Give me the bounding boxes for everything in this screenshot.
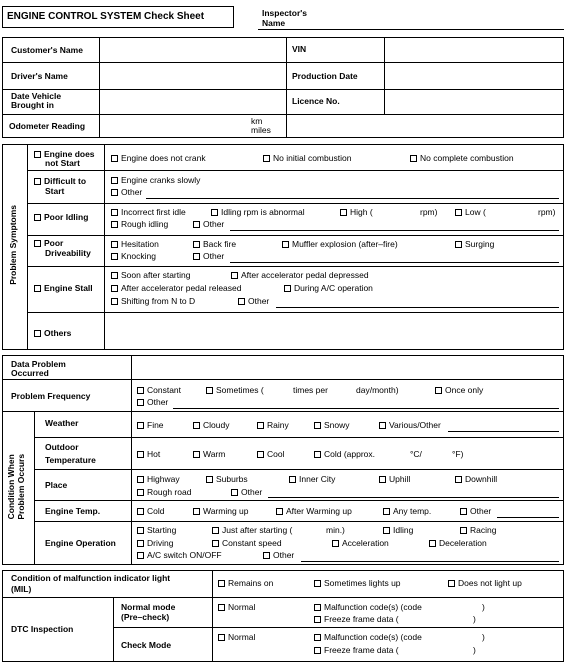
normal-mode-label: Normal mode (121, 602, 176, 612)
odometer-label: Odometer Reading (9, 121, 86, 131)
stall-other-line[interactable] (276, 307, 559, 308)
cold-approx-option[interactable]: Cold (approx. (314, 450, 375, 460)
muffler-explosion-option[interactable]: Muffler explosion (after–fire) (282, 240, 398, 250)
inspector-label-2: Name (262, 18, 286, 28)
engine-temp-label: Engine Temp. (45, 506, 101, 516)
various-other-option[interactable]: Various/Other (379, 421, 441, 431)
vin-label: VIN (292, 44, 307, 54)
downhill-option[interactable]: Downhill (455, 475, 497, 485)
frequency-other-option[interactable]: Other (137, 398, 168, 408)
constant-speed-option[interactable]: Constant speed (212, 539, 282, 549)
engine-temp-other-option[interactable]: Other (460, 507, 491, 517)
data-problem-label: Data Problem (11, 359, 66, 369)
starting-option[interactable]: Starting (137, 526, 176, 536)
incorrect-first-idle-option[interactable]: Incorrect first idle (111, 208, 186, 218)
problem-frequency-label: Problem Frequency (11, 391, 91, 401)
no-complete-combustion-option[interactable]: No complete combustion (410, 154, 514, 164)
rough-road-option[interactable]: Rough road (137, 488, 191, 498)
place-label: Place (45, 480, 68, 490)
rainy-option[interactable]: Rainy (257, 421, 289, 431)
fine-option[interactable]: Fine (137, 421, 164, 431)
customer-name-label: Customer's Name (11, 45, 83, 55)
licence-no-label: Licence No. (292, 96, 340, 106)
after-pedal-released-option[interactable]: After accelerator pedal released (111, 284, 242, 294)
engine-does-not-start[interactable]: Engine does (34, 150, 95, 160)
does-not-light-option[interactable]: Does not light up (448, 579, 522, 589)
cranks-slowly-option[interactable]: Engine cranks slowly (111, 176, 200, 186)
normal-mode-freeze-frame-option[interactable]: Freeze frame data ( (314, 615, 399, 625)
driving-option[interactable]: Driving (137, 539, 173, 549)
no-crank-option[interactable]: Engine does not crank (111, 154, 206, 164)
others-option[interactable]: Others (34, 329, 71, 339)
outdoor-temp-label: Outdoor (45, 442, 79, 452)
driveability-other-option[interactable]: Other (193, 252, 224, 262)
racing-option[interactable]: Racing (460, 526, 496, 536)
operation-other-line[interactable] (301, 561, 559, 562)
no-initial-combustion-option[interactable]: No initial combustion (263, 154, 351, 164)
driveability-other-line[interactable] (230, 262, 559, 263)
miles-unit: miles (251, 125, 271, 135)
idling-other-option[interactable]: Other (193, 220, 224, 230)
soon-after-starting-option[interactable]: Soon after starting (111, 271, 190, 281)
mil-label: Condition of malfunction indicator light (11, 573, 171, 583)
during-ac-option[interactable]: During A/C operation (284, 284, 373, 294)
date-brought-label-2: Brought in (11, 100, 54, 110)
weather-label: Weather (45, 418, 79, 428)
weather-other-line[interactable] (448, 431, 559, 432)
frequency-other-line[interactable] (173, 408, 559, 409)
difficult-other-option[interactable]: Other (111, 188, 142, 198)
sometimes-lights-option[interactable]: Sometimes lights up (314, 579, 401, 589)
inner-city-option[interactable]: Inner City (289, 475, 335, 485)
hot-option[interactable]: Hot (137, 450, 160, 460)
checkbox[interactable] (34, 151, 41, 158)
once-only-option[interactable]: Once only (435, 386, 483, 396)
page-title: ENGINE CONTROL SYSTEM Check Sheet (7, 11, 205, 22)
cloudy-option[interactable]: Cloudy (193, 421, 229, 431)
engine-operation-label: Engine Operation (45, 538, 116, 548)
poor-idling[interactable]: Poor Idling (34, 213, 88, 223)
acceleration-option[interactable]: Acceleration (332, 539, 389, 549)
poor-driveability[interactable]: Poor (34, 239, 63, 249)
km-unit: km (251, 116, 263, 126)
idling-abnormal-option[interactable]: Idling rpm is abnormal (211, 208, 305, 218)
cold-option[interactable]: Cold (137, 507, 164, 517)
remains-on-option[interactable]: Remains on (218, 579, 273, 589)
rough-idling-option[interactable]: Rough idling (111, 220, 168, 230)
normal-mode-normal-option[interactable]: Normal (218, 603, 255, 613)
check-mode-freeze-frame-option[interactable]: Freeze frame data ( (314, 646, 399, 656)
suburbs-option[interactable]: Suburbs (206, 475, 248, 485)
deceleration-option[interactable]: Deceleration (429, 539, 487, 549)
warming-up-option[interactable]: Warming up (193, 507, 249, 517)
warm-option[interactable]: Warm (193, 450, 225, 460)
date-brought-label: Date Vehicle (11, 91, 62, 101)
just-after-starting-option[interactable]: Just after starting ( (212, 526, 292, 536)
knocking-option[interactable]: Knocking (111, 252, 156, 262)
inspector-name-line[interactable] (258, 29, 564, 30)
operation-other-option[interactable]: Other (263, 551, 294, 561)
sometimes-option[interactable]: Sometimes ( (206, 386, 264, 396)
check-mode-label: Check Mode (121, 640, 172, 650)
after-warming-option[interactable]: After Warming up (276, 507, 352, 517)
snowy-option[interactable]: Snowy (314, 421, 350, 431)
place-other-option[interactable]: Other (231, 488, 262, 498)
ac-switch-option[interactable]: A/C switch ON/OFF (137, 551, 222, 561)
high-rpm-option[interactable]: High ( (340, 208, 373, 218)
customer-section (2, 37, 564, 138)
difficult-other-line[interactable] (146, 198, 559, 199)
drivers-name-label: Driver's Name (11, 71, 68, 81)
problem-symptoms-side-label: Problem Symptoms (8, 204, 19, 285)
surging-option[interactable]: Surging (455, 240, 494, 250)
production-date-label: Production Date (292, 71, 358, 81)
condition-side-label: Condition When Problem Occurs (6, 453, 26, 520)
engine-stall[interactable]: Engine Stall (34, 284, 93, 294)
normal-mode-malfunction-option[interactable]: Malfunction code(s) (code (314, 603, 422, 613)
back-fire-option[interactable]: Back fire (193, 240, 236, 250)
any-temp-option[interactable]: Any temp. (383, 507, 431, 517)
check-mode-malfunction-option[interactable]: Malfunction code(s) (code (314, 633, 422, 643)
idling-other-line[interactable] (230, 230, 559, 231)
dtc-inspection-label: DTC Inspection (11, 624, 74, 634)
low-rpm-option[interactable]: Low ( (455, 208, 486, 218)
stall-other-option[interactable]: Other (238, 297, 269, 307)
place-other-line[interactable] (268, 497, 559, 498)
engine-temp-other-line[interactable] (497, 517, 559, 518)
after-pedal-depressed-option[interactable]: After accelerator pedal depressed (231, 271, 369, 281)
hesitation-option[interactable]: Hesitation (111, 240, 159, 250)
check-mode-normal-option[interactable]: Normal (218, 633, 255, 643)
cool-option[interactable]: Cool (257, 450, 284, 460)
highway-option[interactable]: Highway (137, 475, 180, 485)
constant-option[interactable]: Constant (137, 386, 181, 396)
shifting-n-to-d-option[interactable]: Shifting from N to D (111, 297, 195, 307)
inspector-label: Inspector's (262, 8, 308, 18)
difficult-to-start[interactable]: Difficult to (34, 177, 86, 187)
idling-option[interactable]: Idling (383, 526, 413, 536)
uphill-option[interactable]: Uphill (379, 475, 410, 485)
